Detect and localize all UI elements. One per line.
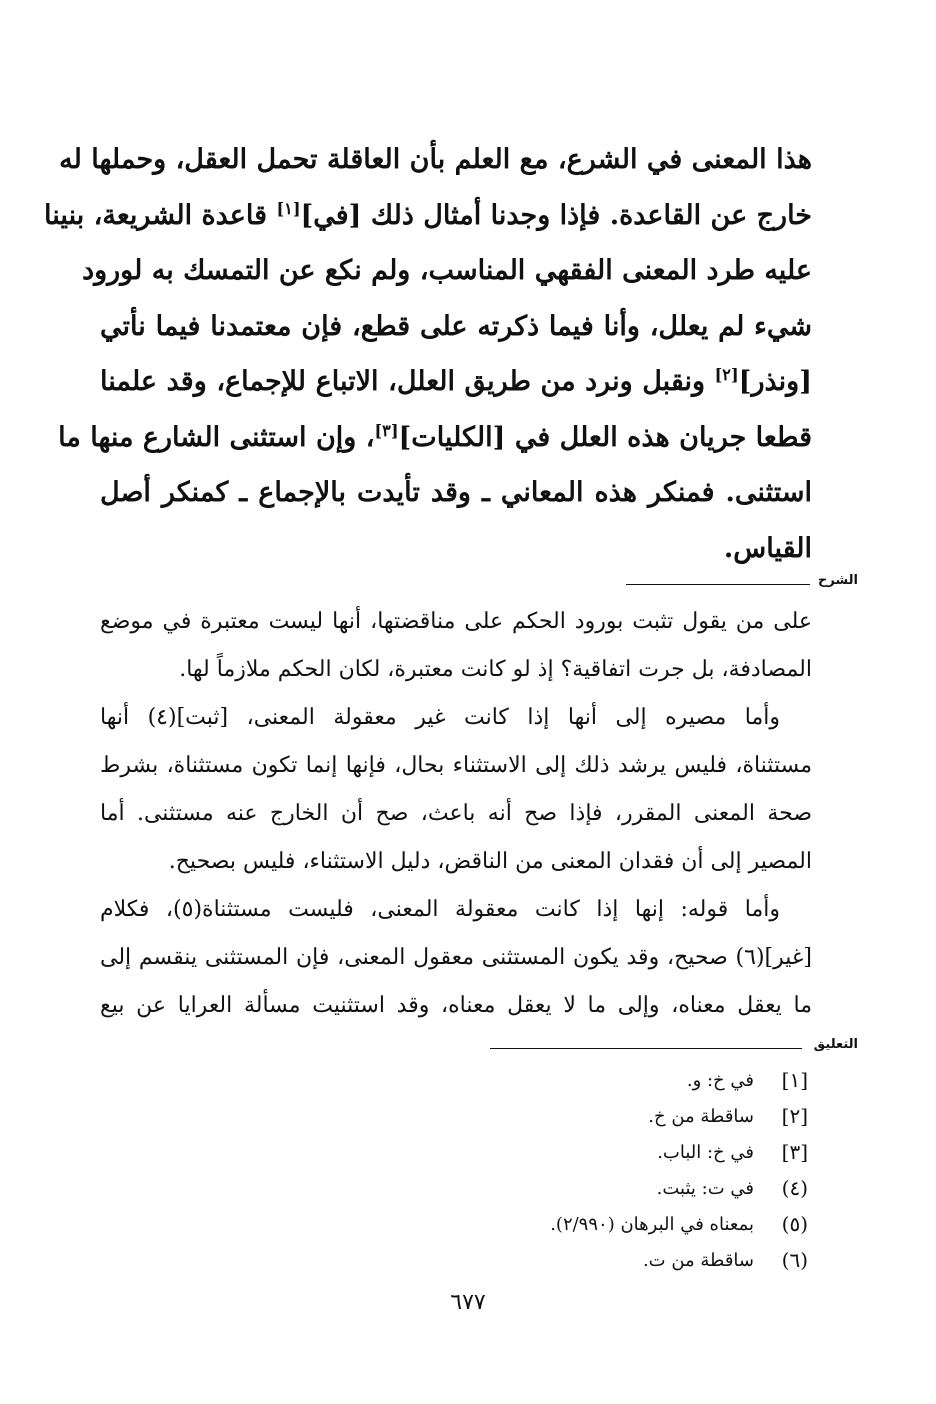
commentary-text-block [100,598,812,1030]
commentary-line: صحة المعنى المقرر، فإذا صح أنه باعث، صح أن الخارج عنه مستثنى. أما [100,801,812,826]
commentary-line: وأما قوله: إنها إذا كانت معقولة المعنى، فليست مستثناة(٥)، فكلام [100,897,781,922]
footnote-number: [١] [781,1068,808,1092]
main-text-line: قطعا جريان هذه العلل في [الكليات][٣]، وإن استثنى الشارع منها ما [58,420,812,453]
footnote-item [308,1098,808,1134]
footnote-marker: [٢] [714,365,739,384]
footnote-text: في خ: و. [686,1069,754,1091]
commentary-divider [626,584,810,585]
commentary-line: المصير إلى أن فقدان المعنى من الناقض، دليل الاستثناء، فليس بصحيح. [168,849,812,874]
main-text-block [44,132,812,576]
commentary-label: الشرح [817,573,858,588]
footnote-marker: [٣] [374,420,399,440]
page-number: ٦٧٧ [450,1290,486,1315]
main-text-line: القياس. [723,532,812,564]
commentary-line: المصادفة، بل جرت اتفاقية؟ إذ لو كانت معتبرة، لكان الحكم ملازماً لها. [179,657,812,682]
footnote-number: (٤) [781,1176,808,1200]
main-text-line: [ونذر][٢] ونقبل ونرد من طريق العلل، الاتباع للإجماع، وقد علمنا [100,365,812,397]
footnote-item [308,1062,808,1098]
commentary-line: مستثناة، فليس يرشد ذلك إلى الاستثناء بحال، فإنها إنما تكون مستثناة، بشرط [100,753,812,778]
footnote-number: (٥) [781,1212,808,1236]
notes-divider [490,1048,802,1049]
footnote-text: ساقطة من ت. [642,1249,754,1271]
main-text-line: خارج عن القاعدة. فإذا وجدنا أمثال ذلك [في][١] قاعدة الشريعة، بنينا [44,198,812,231]
footnote-text: في ت: يثبت. [656,1177,754,1199]
main-text-line: هذا المعنى في الشرع، مع العلم بأن العاقلة تحمل العقل، وحملها له [59,144,812,175]
commentary-line: وأما مصيره إلى أنها إذا كانت غير معقولة المعنى، [ثبت](٤) أنها [100,705,781,730]
notes-label: التعليق [813,1037,858,1052]
footnote-text: ساقطة من خ. [648,1105,754,1127]
footnote-text: في خ: الباب. [657,1141,754,1163]
footnote-number: (٦) [781,1248,808,1272]
footnote-item [308,1170,808,1206]
commentary-line: على من يقول تثبت بورود الحكم على مناقضتها، أنها ليست معتبرة في موضع [100,609,812,634]
main-text-line: عليه طرد المعنى الفقهي المناسب، ولم نكع عن التمسك به لورود [82,255,812,286]
footnote-item [308,1206,808,1242]
footnote-number: [٢] [781,1104,808,1128]
footnote-item [308,1134,808,1170]
footnote-marker: [١] [276,198,301,218]
footnote-number: [٣] [781,1140,808,1164]
main-text-line: شيء لم يعلل، وأنا فيما ذكرته على قطع، فإن معتمدنا فيما نأتي [100,310,812,342]
commentary-line: [غير](٦) صحيح، وقد يكون المستثنى معقول المعنى، فإن المستثنى ينقسم إلى [100,945,812,970]
footnote-item [308,1242,808,1278]
footnotes-list [308,1062,808,1278]
main-text-line: استثنى. فمنكر هذه المعاني ـ وقد تأيدت بالإجماع ـ كمنكر أصل [100,477,812,508]
commentary-line: ما يعقل معناه، وإلى ما لا يعقل معناه، وقد استثنيت مسألة العرايا عن بيع [100,993,812,1018]
footnote-text: بمعناه في البرهان (٢/٩٩٠). [550,1213,754,1235]
